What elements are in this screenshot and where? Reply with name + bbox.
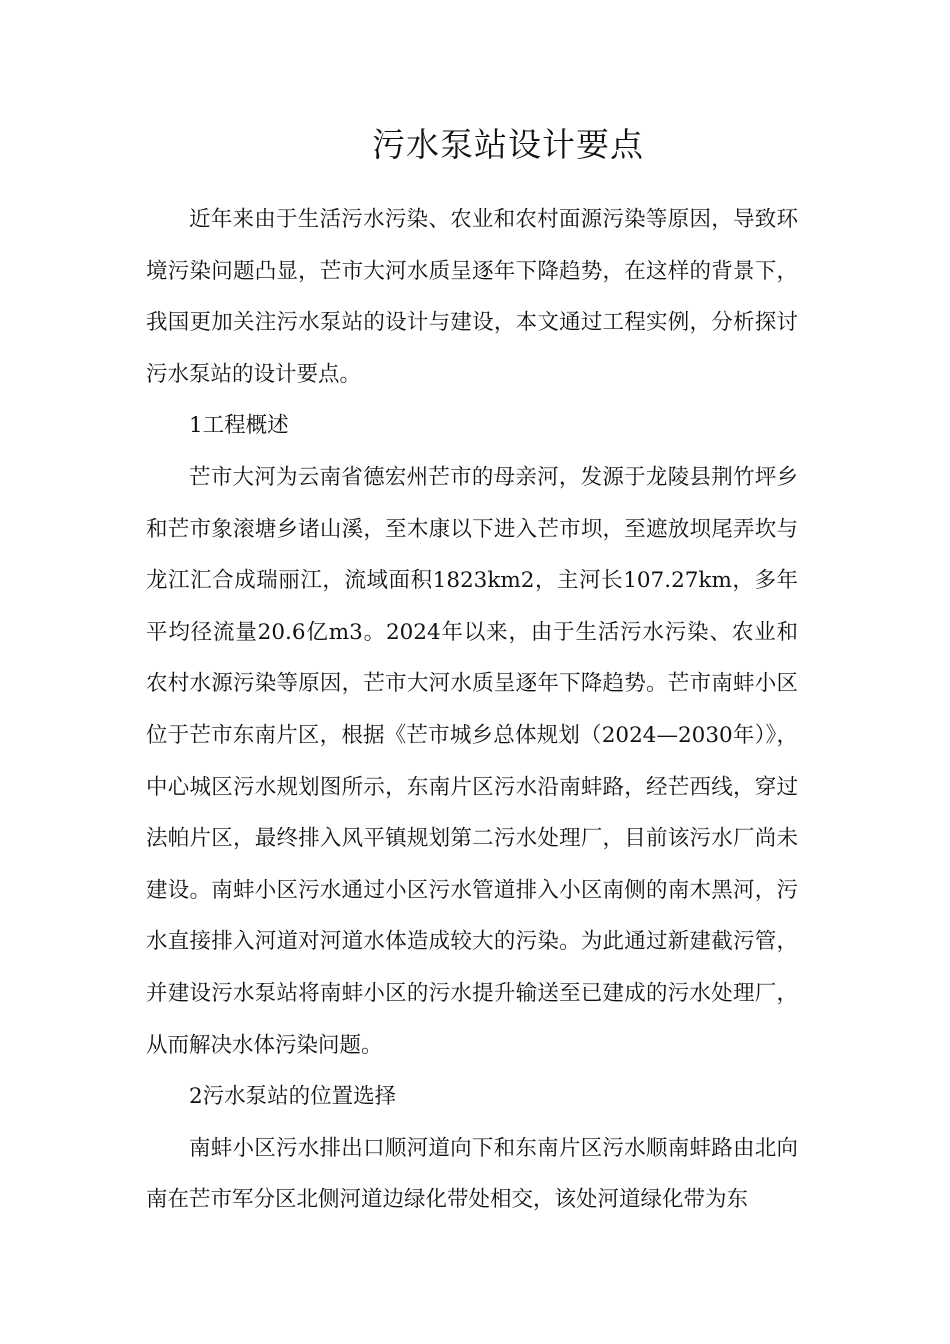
document-body (146, 194, 798, 1226)
paragraph-location-selection: 南蚌小区污水排出口顺河道向下和东南片区污水顺南蚌路由北向南在芒市军分区北侧河道边绿化带处相交，该处河道绿化带为东 (146, 1135, 798, 1213)
section-heading-2: 2污水泵站的位置选择 (189, 1084, 397, 1110)
paragraph-intro: 近年来由于生活污水污染、农业和农村面源污染等原因，导致环境污染问题凸显，芒市大河水质呈逐年下降趋势，在这样的背景下，我国更加关注污水泵站的设计与建设，本文通过工程实例，分析探讨污水泵站的设计要点。 (146, 207, 798, 387)
paragraph-project-overview: 芒市大河为云南省德宏州芒市的母亲河，发源于龙陵县荆竹坪乡和芒市象滚塘乡诸山溪，至木康以下进入芒市坝，至遮放坝尾弄坎与龙江汇合成瑞丽江，流域面积1823km2，主河长107.27km，多年平均径流量20.6亿m3。2024年以来，由于生活污水污染、农业和农村水源污染等原因，芒市大河水质呈逐年下降趋势。芒市南蚌小区位于芒市东南片区，根据《芒市城乡总体规划（2024—2030年）》，中心城区污水规划图所示，东南片区污水沿南蚌路，经芒西线，穿过法帕片区，最终排入风平镇规划第二污水处理厂，目前该污水厂尚未建设。南蚌小区污水通过小区污水管道排入小区南侧的南木黑河，污水直接排入河道对河道水体造成较大的污染。为此通过新建截污管，并建设污水泵站将南蚌小区的污水提升输送至已建成的污水处理厂，从而解决水体污染问题。 (146, 464, 798, 1058)
document-title: 污水泵站设计要点 (372, 125, 644, 164)
section-heading-1: 1工程概述 (189, 413, 289, 439)
